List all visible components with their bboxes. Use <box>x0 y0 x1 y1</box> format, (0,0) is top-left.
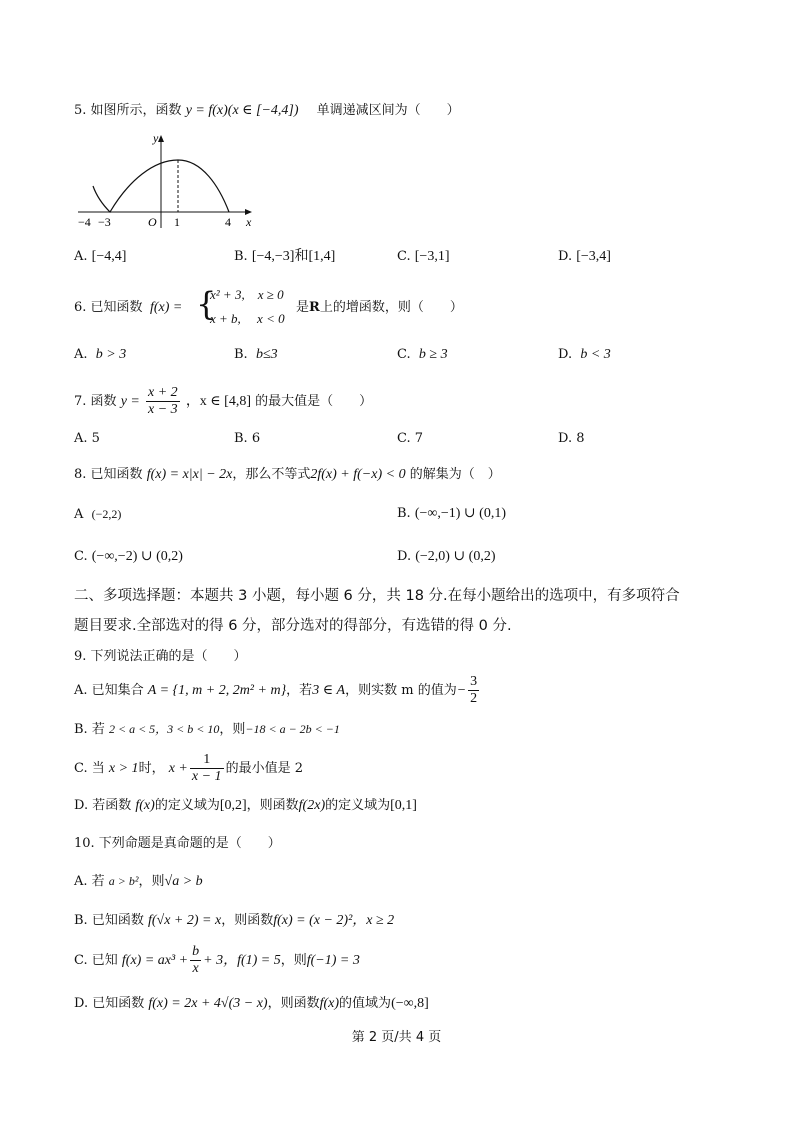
x-label: x <box>246 215 252 229</box>
q6-R: R <box>309 300 320 315</box>
page-footer: 第 2 页/共 4 页 <box>351 1030 442 1045</box>
q6-tail: 是R上的增函数，则（ ） <box>296 300 463 315</box>
q7-stem: 7. 函数 y = $\frac{x + 2}{x - 3}$ ，x ∈ [4,8] 的最大值是（ ） <box>74 385 373 417</box>
q5-prefix: 5. 如图所示，函数 <box>74 103 182 118</box>
q7-option-a: A. 5 <box>74 431 100 446</box>
tick-minus3: −3 <box>98 215 111 229</box>
q5-graph <box>74 128 264 240</box>
section2-line2: 题目要求.全部选对的得 6 分，部分选对的得部分，有选错的得 0 分. <box>74 618 512 634</box>
y-axis-arrow <box>158 135 164 142</box>
section2-line1: 二、多项选择题：本题共 3 小题，每小题 6 分，共 18 分.在每小题给出的选项中，有多项符合 <box>74 588 680 604</box>
q5-option-b: B. [−4,−3]和[1,4] <box>234 249 336 264</box>
q7-option-d: D. 8 <box>558 431 585 446</box>
tick-4: 4 <box>225 215 231 229</box>
q8-stem: 8. 已知函数 f(x) = x|x| − 2x，那么不等式2f(x) + f(−x) < 0 的解集为（ ） <box>74 467 501 482</box>
tick-1: 1 <box>174 215 180 229</box>
q10-option-d: D. 已知函数 f(x) = 2x + 4√(3 − x)，则函数f(x)的值域为(−∞,8] <box>74 996 429 1011</box>
q5-formula: y = f(x)(x ∈ [−4,4]) <box>185 103 299 118</box>
tick-minus4: −4 <box>78 215 91 229</box>
q8-option-d: D. (−2,0) ∪ (0,2) <box>397 549 496 564</box>
q6-option-c: C. b ≥ 3 <box>397 347 448 362</box>
q10-option-b: B. 已知函数 f(√x + 2) = x，则函数f(x) = (x − 2)²，x ≥ 2 <box>74 913 395 928</box>
q9-option-c: C. 当 x > 1时， x + $\frac{1}{x - 1}$ 的最小值是 2 <box>74 752 303 784</box>
q5-option-c: C. [−3,1] <box>397 249 450 264</box>
q10-stem: 10. 下列命题是真命题的是（ ） <box>74 836 281 851</box>
q9-option-a: A. 已知集合 A = {1, m + 2, 2m² + m}，若3 ∈ A，则实数 m 的值为− $\frac{3}{2}$ <box>74 674 478 706</box>
q9-option-b: B. 若 2 < a < 5，3 < b < 10，则−18 < a − 2b < −1 <box>74 722 340 737</box>
q7-option-b: B. 6 <box>234 431 261 446</box>
section2-heading <box>74 581 734 641</box>
q9-option-d: D. 若函数 f(x)的定义域为[0,2]，则函数f(2x)的定义域为[0,1] <box>74 798 417 813</box>
q6-prefix: 6. 已知函数 <box>74 300 143 315</box>
q8-option-a: A (−2,2) <box>74 507 122 522</box>
y-label: y <box>153 131 159 145</box>
q8-option-b: B. (−∞,−1) ∪ (0,1) <box>397 506 506 521</box>
q8-option-c: C. (−∞,−2) ∪ (0,2) <box>74 549 183 564</box>
q7-fraction: $\frac{x + 2}{x - 3}$ <box>148 385 178 417</box>
q5-option-d: D. [−3,4] <box>558 249 611 264</box>
q5-option-a: A. [−4,4] <box>74 249 127 264</box>
q9-stem: 9. 下列说法正确的是（ ） <box>74 649 247 664</box>
q5-suffix: 单调递减区间为（ ） <box>316 103 460 118</box>
q6-option-b: B. b≤3 <box>234 347 278 362</box>
origin-label: O <box>148 215 157 229</box>
q6-fx: f(x) = <box>150 300 183 315</box>
q6-case2: x + b, x < 0 <box>210 311 285 326</box>
q6-option-a: A. b > 3 <box>74 347 127 362</box>
q6-case1: x² + 3, x ≥ 0 <box>210 287 284 302</box>
q10-option-c: C. 已知 f(x) = ax³ + $\frac{b}{x}$ + 3，f(1) = 5，则f(−1) = 3 <box>74 944 360 976</box>
q7-option-c: C. 7 <box>397 431 424 446</box>
q6-brace: { <box>196 285 217 323</box>
q10-option-a: A. 若 a > b²，则√a > b <box>74 874 203 889</box>
q5-stem <box>74 102 460 120</box>
q6-option-d: D. b < 3 <box>558 347 611 362</box>
